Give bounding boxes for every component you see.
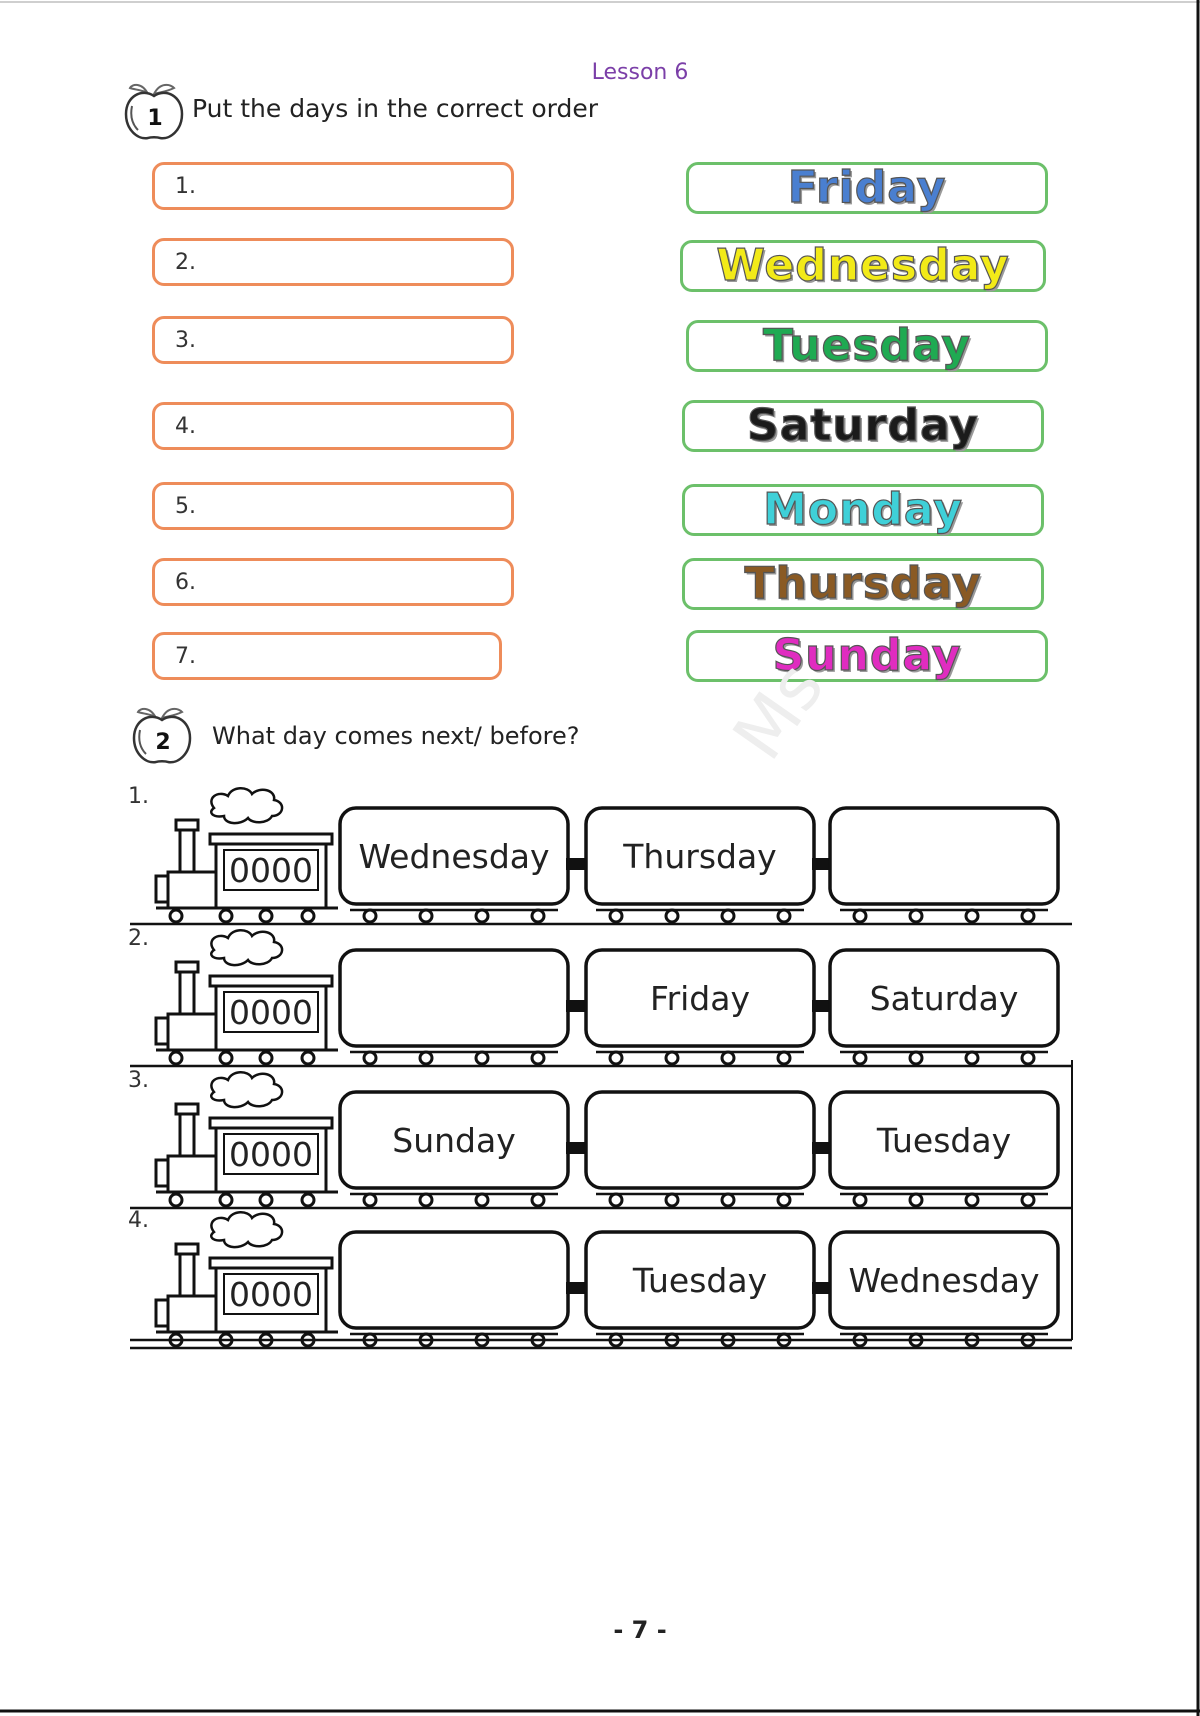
answer-slot-5[interactable] <box>152 482 514 530</box>
blank-train-car[interactable] <box>340 1232 568 1328</box>
day-card-saturday[interactable] <box>682 400 1044 452</box>
answer-slot-2[interactable] <box>152 238 514 286</box>
wheel-icon <box>610 1334 622 1346</box>
wheel-icon <box>170 1334 182 1346</box>
slot-number: 5. <box>175 494 196 519</box>
exercise-1-number: 1 <box>147 106 163 131</box>
train-number: 4. <box>128 1208 149 1233</box>
slot-number: 3. <box>175 328 196 353</box>
answer-slot-3[interactable] <box>152 316 514 364</box>
train-car-label: Saturday <box>869 979 1019 1018</box>
day-card-friday[interactable] <box>686 162 1048 214</box>
train-row <box>0 1200 1200 1350</box>
train-car-label: Friday <box>649 979 751 1018</box>
day-word: Monday <box>763 484 963 535</box>
blank-train-car[interactable] <box>586 1092 814 1188</box>
day-card-monday[interactable] <box>682 484 1044 536</box>
answer-slot-1[interactable] <box>152 162 514 210</box>
day-word: Wednesday <box>716 240 1010 291</box>
day-word: Saturday <box>747 400 979 451</box>
train-row <box>0 918 1200 1068</box>
wheel-icon <box>476 1334 488 1346</box>
train-number: 2. <box>128 926 149 951</box>
wheel-icon <box>302 1334 314 1346</box>
answer-slot-7[interactable] <box>152 632 502 680</box>
train-car-label: Wednesday <box>358 837 550 876</box>
locomotive-icon <box>156 930 338 1050</box>
wheel-icon <box>420 1334 432 1346</box>
engine-label: 0000 <box>229 1135 313 1174</box>
slot-number: 1. <box>175 174 196 199</box>
wheel-icon <box>722 1334 734 1346</box>
slot-number: 6. <box>175 570 196 595</box>
answer-slot-4[interactable] <box>152 402 514 450</box>
answer-slot-6[interactable] <box>152 558 514 606</box>
wheel-icon <box>854 1334 866 1346</box>
train-row <box>0 1060 1200 1210</box>
locomotive-icon <box>156 1212 338 1332</box>
slot-number: 2. <box>175 250 196 275</box>
blank-train-car[interactable] <box>340 950 568 1046</box>
exercise-2-title: What day comes next/ before? <box>212 722 580 750</box>
wheel-icon <box>1022 1334 1034 1346</box>
wheel-icon <box>666 1334 678 1346</box>
train-number: 3. <box>128 1068 149 1093</box>
page-number: - 7 - <box>613 1616 667 1644</box>
day-word: Sunday <box>772 630 962 681</box>
apple-icon <box>122 76 186 142</box>
wheel-icon <box>220 1334 232 1346</box>
watermark: Ms <box>717 647 840 775</box>
day-card-tuesday[interactable] <box>686 320 1048 372</box>
train-car-label: Tuesday <box>876 1121 1012 1160</box>
exercise-2-number: 2 <box>155 730 171 755</box>
day-card-sunday[interactable] <box>686 630 1048 682</box>
lesson-title: Lesson 6 <box>591 60 689 85</box>
train-car-label: Sunday <box>392 1121 516 1160</box>
wheel-icon <box>364 1334 376 1346</box>
locomotive-icon <box>156 1072 338 1192</box>
day-card-thursday[interactable] <box>682 558 1044 610</box>
slot-number: 7. <box>175 644 196 669</box>
train-car-label: Wednesday <box>848 1261 1040 1300</box>
day-card-wednesday[interactable] <box>680 240 1046 292</box>
apple-icon <box>130 700 194 766</box>
exercise-1-title: Put the days in the correct order <box>192 94 599 123</box>
day-word: Tuesday <box>762 320 972 371</box>
engine-label: 0000 <box>229 1275 313 1314</box>
day-word: Thursday <box>744 558 982 609</box>
wheel-icon <box>260 1334 272 1346</box>
locomotive-icon <box>156 788 338 908</box>
wheel-icon <box>532 1334 544 1346</box>
slot-number: 4. <box>175 414 196 439</box>
engine-label: 0000 <box>229 993 313 1032</box>
engine-label: 0000 <box>229 851 313 890</box>
train-row <box>0 776 1200 926</box>
train-car-label: Thursday <box>623 837 777 876</box>
blank-train-car[interactable] <box>830 808 1058 904</box>
train-number: 1. <box>128 784 149 809</box>
wheel-icon <box>966 1334 978 1346</box>
day-word: Friday <box>787 162 947 213</box>
train-car-label: Tuesday <box>632 1261 768 1300</box>
wheel-icon <box>910 1334 922 1346</box>
wheel-icon <box>778 1334 790 1346</box>
